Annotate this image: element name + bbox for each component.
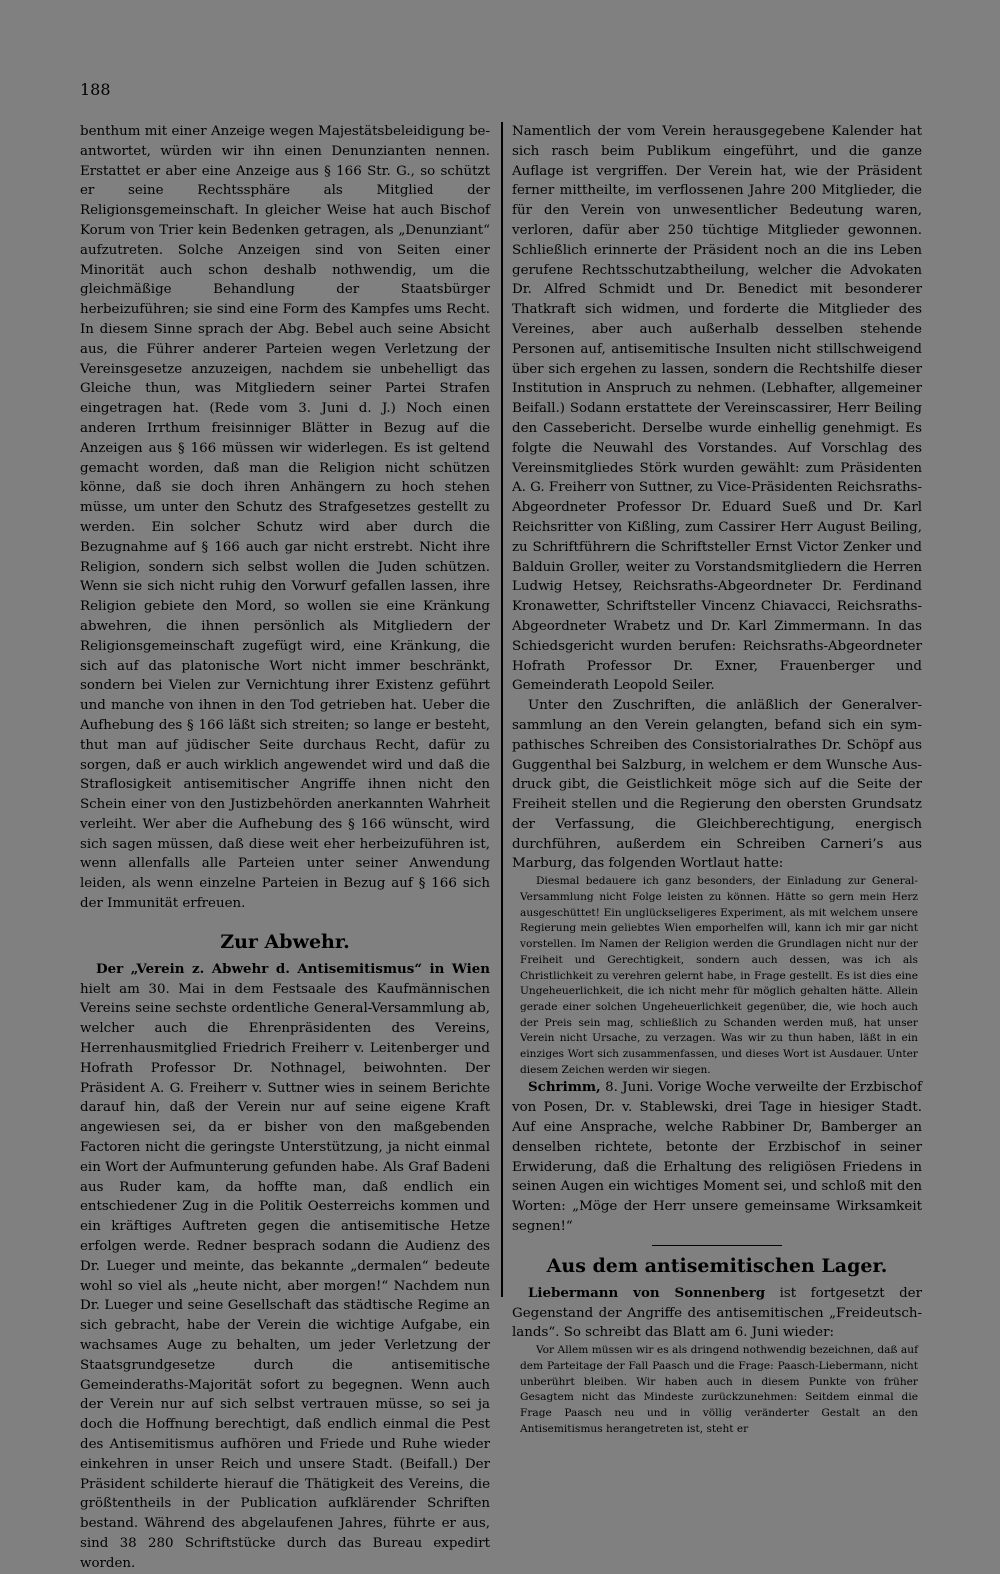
paragraph-body: hielt am 30. Mai in dem Festsaale des Kaufmännischen Vereins seine sechste ordentliche General-Versammlung ab, welcher auch die Ehrenpräsidenten des Vereins, Herrenhausmitglied Friedrich Freiherr v. Leitenberger und Hofrath Professor Dr. Nothnagel, beiwohnten. Der Präsident A. G. Freiherr v. Suttner wies in seinem Berichte darauf hin, daß der Verein nur auf seine eigene Kraft angewiesen sei, da er bisher von den maßgebenden Factoren nicht die geringste Unterstützung, ja nicht einmal ein Wort der Aufmunterung gefunden habe. Als Graf Badeni aus Ruder kam, da hoffte man, daß endlich ein entschiedener Zug in die Politik Oesterreichs kommen und ein kräftiges Auftreten gegen die antisemitische Hetze erfolgen werde. Redner besprach sodann die Audienz des Dr. Lueger und meinte, das bekannte „dermalen“ bedeute wohl so viel als „heute nicht, aber morgen!“ Nachdem nun Dr. Lueger und seine Gesellschaft das städtische Regime an sich gebracht, habe der Verein die wichtige Aufgabe, ein wachsames Auge zu behalten, um jeder Verletzung der Staatsgrundgesetze durch die antisemitische Gemeinderaths-Majorität sofort zu begegnen. Wenn auch der Verein nur auf sich selbst vertrauen müsse, so sei ja doch die Hoffnung berechtigt, daß endlich einmal die Pest des Antisemitismus aufhören und Friede und Ruhe wieder einkehren in unser Reich und unsere Stadt. (Beifall.) Der Präsident schilderte hierauf die Thätigkeit des Vereins, die größtentheils in der Publication aufklärender Schriften bestand. Während des abgelaufenen Jahres, führte er aus, sind 38 280 Schriftstücke durch das Bureau expedirt worden. xyxy=(80,981,490,1571)
lead-in: Liebermann von Sonnenberg xyxy=(528,1284,766,1301)
paragraph: Namentlich der vom Verein herausgegebene Kalender hat sich rasch beim Publikum eingeführt, und die ganze Auflage ist vergriffen. Der Verein hat, wie der Präsident ferner mittheilte, im verflossenen Jahre 200 Mitglieder, die für den Verein von unwesentlicher Bedeutung waren, verloren, dafür aber 250 tüchtige Mitglieder gewonnen. Schließlich erinnerte der Präsident noch an die ins Leben gerufene Rechtsschutzabtheilung, welcher die Advokaten Dr. Alfred Schmidt und Dr. Benedict mit besonderer Thatkraft sich widmen, und forderte die Mitglieder des Vereines, aber auch außerhalb desselben stehende Personen auf, antisemitische Insulten nicht stillschweigend über sich ergehen zu lassen, sondern die Rechtshilfe dieser Institution in Anspruch zu nehmen. (Lebhafter, allgemeiner Beifall.) Sodann erstattete der Vereinscassirer, Herr Beiling den Cassebericht. Derselbe wurde einhellig genehmigt. Es folgte die Neuwahl des Vorstandes. Auf Vorschlag des Vereinsmitgliedes Störk wurden gewählt: zum Präsidenten A. G. Freiherr von Suttner, zu Vice-Präsidenten Reichsraths-Abgeordneter Professor Dr. Eduard Sueß und Dr. Karl Reichsritter von Kißling, zum Cassirer Herr August Beiling, zu Schriftführern die Schriftsteller Ernst Victor Zenker und Balduin Groller, weiter zu Vorstandsmitgliedern die Herren Ludwig Hetsey, Reichsraths-Abgeordneter Dr. Ferdinand Kronawetter, Schriftsteller Vincenz Chiavacci, Reichsraths-Abgeordneter Wrabetz und Dr. Karl Zimmermann. In das Schiedsgericht wurden berufen: Reichsraths-Abgeordneter Hofrath Professor Dr. Exner, Frauenberger und Gemeinderath Leopold Seiler. xyxy=(512,124,923,694)
column-divider xyxy=(501,122,503,1297)
section-heading: Aus dem antisemitischen Lager. xyxy=(546,1254,888,1277)
paragraph: benthum mit einer Anzeige wegen Majestätsbeleidigung beantwortet, würden wir ihn einen Denunzianten nennen. Erstattet er aber eine Anzeige aus § 166 Str. G., so schützt er seine Rechtssphäre als Mitglied der Religionsgemeinschaft. In gleicher Weise hat auch Bischof Korum von Trier kein Bedenken getragen, als „Denunziant“ aufzutreten. Solche Anzeigen sind von Seiten einer Minorität auch schon deshalb nothwendig, um die gleichmäßige Behandlung der Staatsbürger herbeizuführen; sie sind eine Form des Kampfes ums Recht. In diesem Sinne sprach der Abg. Bebel auch seine Absicht aus, die Führer anderer Parteien wegen Verletzung der Vereinsgesetze anzuzeigen, nachdem sie unbehelligt das Gleiche thun, was Mitgliedern seiner Partei Strafen eingetragen hat. (Rede vom 3. Juni d. J.) Noch einen anderen Irrthum freisinniger Blätter in Bezug auf die Anzeigen aus § 166 müssen wir widerlegen. Es ist geltend gemacht worden, daß man die Religion nicht schützen könne, daß sie doch ihren Anhängern zu hoch stehen müsse, um unter den Schutz des Strafgesetzes gestellt zu werden. Ein solcher Schutz wird aber durch die Bezugnahme auf § 166 auch gar nicht erstrebt. Nicht ihre Religion, sondern sich selbst wollen die Juden schützen. Wenn sie sich nicht ruhig den Vorwurf gefallen lassen, ihre Religion gebiete den Mord, so wollen sie eine Kränkung abwehren, die ihnen persönlich als Mitgliedern der Religionsgemeinschaft zugefügt wird, eine Kränkung, die sich auf das platonische Wort nicht immer beschränkt, sondern bei Vielen zur Vernichtung ihrer Existenz geführt und manche von ihnen in den Tod getrieben hat. Ueber die Aufhebung des § 166 läßt sich streiten; so lange er besteht, thut man auf jüdischer Seite durchaus Recht, dafür zu sorgen, daß er auch wirklich angewendet wird und daß die Straflosigkeit antisemitischer Angriffe ihnen nicht den Schein einer von den Justizbehörden anerkannten Wahrheit verleiht. Wer aber die Aufhebung des § 166 wünscht, wird sich sagen müssen, daß diese weit eher herbeizuführen ist, wenn allenfalls alle Parteien unter seiner Anwendung leiden, als wenn einzelne Parteien in Bezug auf § 166 sich der Immunität erfreuen. xyxy=(80,124,490,912)
left-column xyxy=(80,122,490,1574)
right-column xyxy=(512,122,922,1437)
paragraph: Unter den Zuschriften, die anläßlich der Generalversammlung an den Verein gelangten, befand sich ein sympathisches Schreiben des Consistorialrathes Dr. Schöpf aus Guggenthal bei Salzburg, in welchem er dem Wunsche Ausdruck gibt, die Geistlichkeit möge sich auf die Seite der Freiheit stellen und die Regierung den obersten Grundsatz der Verfassung, die Gleichberechtigung, energisch durchführen, außerdem ein Schreiben Carneri’s aus Marburg, das folgenden Wortlaut hatte: xyxy=(512,698,922,872)
lead-in: Schrimm, xyxy=(528,1079,601,1096)
paragraph xyxy=(512,1078,922,1236)
paragraph-body: 8. Juni. Vorige Woche verweilte der Erzbischof von Posen, Dr. v. Stablewski, drei Tage in hiesiger Stadt. Auf eine Ansprache, welche Rabbiner Dr, Bamberger an denselben richtete, betonte der Erzbischof in seiner Erwiderung, daß die Erhaltung des religiösen Friedens in seinen Augen ein wichtiges Moment sei, und schloß mit den Worten: „Möge der Herr unsere gemeinsame Wirksamkeit segnen!“ xyxy=(512,1080,922,1234)
page-number: 188 xyxy=(80,80,111,99)
spacer xyxy=(80,914,490,928)
quoted-excerpt: Vor Allem müssen wir es als dringend nothwendig bezeichnen, daß auf dem Parteitage der Fall Paasch und die Frage: Paasch-Liebermann, nicht unberührt bleiben. Wir haben auch in diesem Punkte von früher Gesagtem nicht das Mindeste zurückzunehmen: Seitdem einmal die Frage Paasch neu und in völlig veränderter Gestalt an den Antisemitismus herangetreten ist, steht er xyxy=(520,1344,918,1435)
section-heading: Zur Abwehr. xyxy=(220,930,350,953)
separator xyxy=(652,1245,782,1246)
paragraph xyxy=(80,960,490,1574)
paragraph xyxy=(512,1284,922,1343)
lead-in: Der „Verein z. Abwehr d. Antisemitismus“ in Wien xyxy=(96,960,490,977)
quoted-letter: Diesmal bedauere ich ganz besonders, der Einladung zur General-Versammlung nicht Folge leisten zu können. Hätte so gern mein Herz ausgeschüttet! Ein unglückseligeres Experiment, als mit welchem unsere Regierung mein geliebtes Wien emporhelfen will, kann ich mir gar nicht vorstellen. Im Namen der Religion werden die Grundlagen nicht nur der Freiheit und Gerechtigkeit, sondern auch dessen, was ich als Christlichkeit zu verehren gelernt habe, in Frage gestellt. Es ist dies eine Ungeheuerlichkeit, die ich nicht mehr für möglich gehalten hätte. Allein gerade einer solchen Ungeheuerlichkeit gegenüber, die, wie hoch auch der Preis sein mag, schließlich zu Schanden werden muß, hat unser Verein nicht Ursache, zu verzagen. Was wir zu thun haben, läßt in ein einziges Wort sich zusammenfassen, und dieses Wort ist Ausdauer. Unter diesem Zeichen werden wir siegen. xyxy=(520,875,918,1076)
paragraph-body: ist fortgesetzt der Gegenstand der Angriffe des antisemitischen „Freideutschlands“. So schreibt das Blatt am 6. Juni wieder: xyxy=(512,1285,922,1341)
